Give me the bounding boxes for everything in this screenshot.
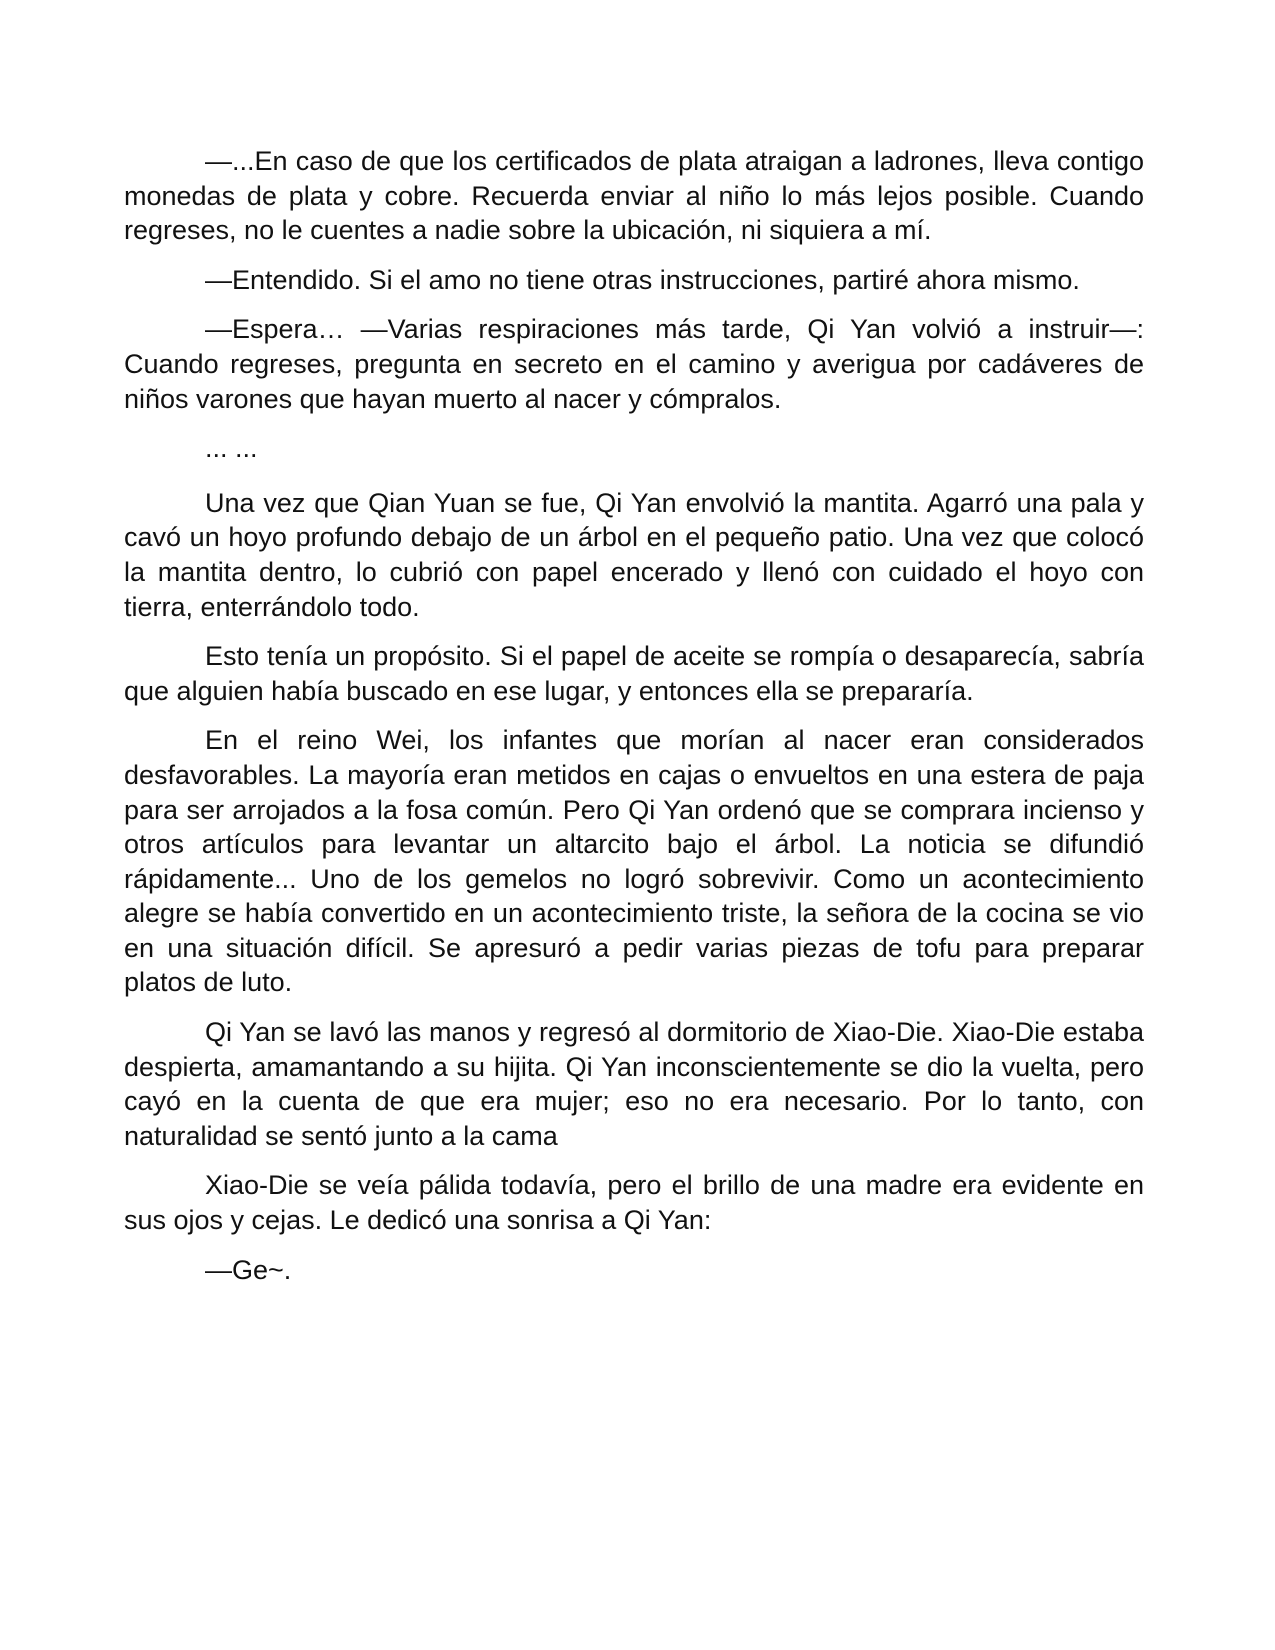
document-page xyxy=(124,144,1144,1302)
paragraph: —Ge~. xyxy=(205,1254,292,1285)
paragraph: —...En caso de que los certificados de plata atraigan a ladrones, lleva contigo monedas de plata y cobre. Recuerda enviar al niño lo más lejos posible. Cuando regreses, no le cuentes a nadie sobre la ubicación, ni siquiera a mí. xyxy=(124,146,1144,246)
paragraph: En el reino Wei, los infantes que morían al nacer eran considerados desfavorables. La mayoría eran metidos en cajas o envueltos en una estera de paja para ser arrojados a la fosa común. Pero Qi Yan ordenó que se comprara incienso y otros artículos para levantar un altarcito bajo el árbol. La noticia se difundió rápidamente... Uno de los gemelos no logró sobrevivir. Como un acontecimiento alegre se había convertido en un acontecimiento triste, la señora de la cocina se vio en una situación difícil. Se apresuró a pedir varias piezas de tofu para preparar platos de luto. xyxy=(124,725,1144,998)
paragraph: Una vez que Qian Yuan se fue, Qi Yan envolvió la mantita. Agarró una pala y cavó un hoyo profundo debajo de un árbol en el pequeño patio. Una vez que colocó la mantita dentro, lo cubrió con papel encerado y llenó con cuidado el hoyo con tierra, enterrándolo todo. xyxy=(124,487,1144,622)
paragraph: Qi Yan se lavó las manos y regresó al dormitorio de Xiao-Die. Xiao-Die estaba despierta, amamantando a su hijita. Qi Yan inconscientemente se dio la vuelta, pero cayó en la cuenta de que era mujer; eso no era necesario. Por lo tanto, con naturalidad se sentó junto a la cama xyxy=(124,1017,1144,1151)
scene-break: ... ... xyxy=(205,433,258,464)
paragraph: Esto tenía un propósito. Si el papel de aceite se rompía o desaparecía, sabría que alguien había buscado en ese lugar, y entonces ella se prepararía. xyxy=(124,641,1144,706)
paragraph: —Entendido. Si el amo no tiene otras instrucciones, partiré ahora mismo. xyxy=(205,264,1080,295)
paragraph: —Espera… —Varias respiraciones más tarde, Qi Yan volvió a instruir—: Cuando regreses, pregunta en secreto en el camino y averigua por cadáveres de niños varones que hayan muerto al nacer y cómpralos. xyxy=(124,314,1144,414)
paragraph: Xiao-Die se veía pálida todavía, pero el brillo de una madre era evidente en sus ojos y cejas. Le dedicó una sonrisa a Qi Yan: xyxy=(124,1170,1144,1236)
